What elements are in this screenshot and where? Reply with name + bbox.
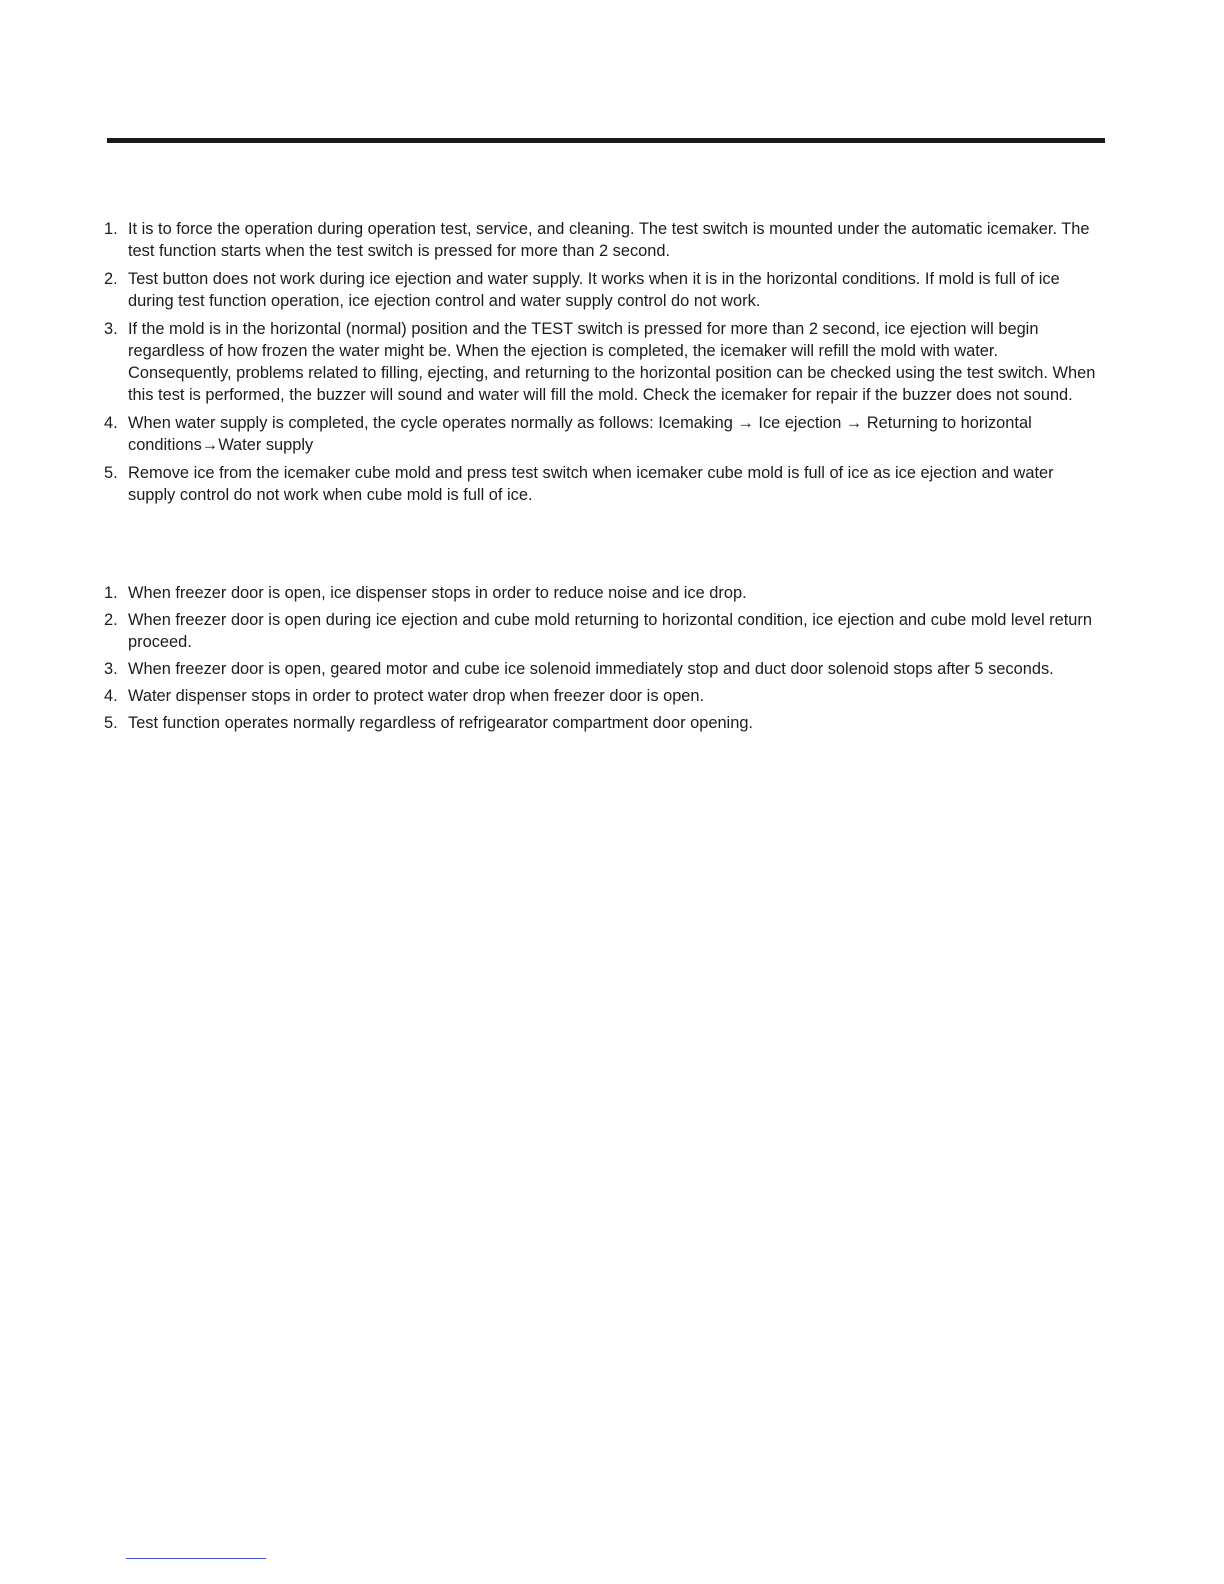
- item-text: When freezer door is open during ice ejection and cube mold returning to horizontal condition, ice ejection and cube mold level return proceed.: [128, 611, 1092, 651]
- item-number: 5.: [104, 714, 118, 732]
- item-number: 1.: [104, 220, 118, 238]
- test-switch-list: [104, 218, 1104, 506]
- test-switch-section: [104, 218, 1104, 512]
- item-text: When freezer door is open, ice dispenser stops in order to reduce noise and ice drop.: [128, 584, 747, 602]
- footer-link-rule[interactable]: [126, 1558, 266, 1559]
- item-number: 3.: [104, 320, 118, 338]
- header-rule: [107, 138, 1105, 143]
- item-text: If the mold is in the horizontal (normal) position and the TEST switch is pressed for more than 2 second, ice ejection will begin regardless of how frozen the water might be. When the ejection is completed, the icemaker will refill the mold with water. Consequently, problems related to filling, ejecting, and returning to the horizontal position can be checked using the test switch. When this test is performed, the buzzer will sound and water will fill the mold. Check the icemaker for repair if the buzzer does not sound.: [128, 320, 1096, 404]
- list-item: [104, 462, 1104, 506]
- item-number: 4.: [104, 687, 118, 705]
- item-text: When freezer door is open, geared motor and cube ice solenoid immediately stop and duct door solenoid stops after 5 seconds.: [128, 660, 1054, 678]
- list-item: [104, 685, 1104, 707]
- item-number: 3.: [104, 660, 118, 678]
- item-number: 4.: [104, 414, 118, 432]
- item-text: Test button does not work during ice ejection and water supply. It works when it is in the horizontal conditions. If mold is full of ice during test function operation, ice ejection control and water supply control do not work.: [128, 270, 1060, 310]
- list-item: [104, 218, 1104, 262]
- item-number: 1.: [104, 584, 118, 602]
- item-number: 5.: [104, 464, 118, 482]
- list-item: [104, 412, 1104, 456]
- door-open-section: [104, 582, 1104, 739]
- item-text: It is to force the operation during operation test, service, and cleaning. The test switch is mounted under the automatic icemaker. The test function starts when the test switch is pressed for more than 2 second.: [128, 220, 1090, 260]
- item-text: Remove ice from the icemaker cube mold and press test switch when icemaker cube mold is full of ice as ice ejection and water supply control do not work when cube mold is full of ice.: [128, 464, 1054, 504]
- item-number: 2.: [104, 611, 118, 629]
- list-item: [104, 609, 1104, 653]
- item-text: Water dispenser stops in order to protect water drop when freezer door is open.: [128, 687, 705, 705]
- door-open-list: [104, 582, 1104, 734]
- item-number: 2.: [104, 270, 118, 288]
- item-text: When water supply is completed, the cycle operates normally as follows: Icemaking → Ice ejection → Returning to horizontal conditions→Water supply: [128, 414, 1032, 454]
- list-item: [104, 712, 1104, 734]
- item-text: Test function operates normally regardless of refrigearator compartment door opening.: [128, 714, 753, 732]
- list-item: [104, 582, 1104, 604]
- list-item: [104, 268, 1104, 312]
- list-item: [104, 318, 1104, 406]
- list-item: [104, 658, 1104, 680]
